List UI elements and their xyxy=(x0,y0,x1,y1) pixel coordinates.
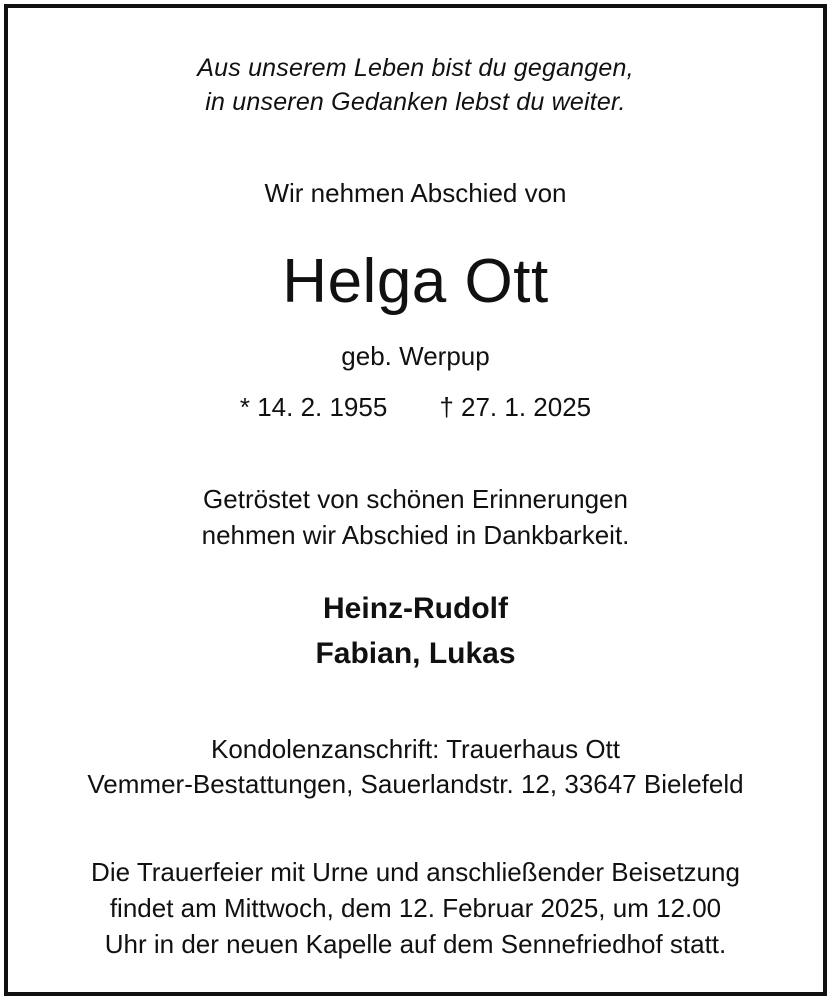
maiden-name: geb. Werpup xyxy=(341,341,490,371)
motto-line-2: in unseren Gedanken lebst du weiter. xyxy=(205,88,626,116)
ceremony-line-1: Die Trauerfeier mit Urne und anschließender Beisetzung xyxy=(91,857,740,887)
ceremony-line-2: findet am Mittwoch, dem 12. Februar 2025, um 12.00 xyxy=(109,893,722,923)
birth-date: * 14. 2. 1955 xyxy=(239,392,388,422)
death-date: † 27. 1. 2025 xyxy=(439,392,592,422)
condolence-line-1: Kondolenzanschrift: Trauerhaus Ott xyxy=(210,734,620,764)
comfort-line-2: nehmen wir Abschied in Dankbarkeit. xyxy=(201,520,630,550)
comfort-line-1: Getröstet von schönen Erinnerungen xyxy=(203,484,628,514)
mourners-line-1: Heinz-Rudolf xyxy=(323,592,508,625)
mourners-line-2: Fabian, Lukas xyxy=(315,637,516,670)
intro-text: Wir nehmen Abschied von xyxy=(264,178,567,208)
ceremony-line-3: Uhr in der neuen Kapelle auf dem Sennefriedhof statt. xyxy=(104,929,727,959)
deceased-name: Helga Ott xyxy=(282,247,549,316)
life-dates xyxy=(0,392,831,423)
motto-line-1: Aus unserem Leben bist du gegangen, xyxy=(197,54,634,82)
condolence-line-2: Vemmer-Bestattungen, Sauerlandstr. 12, 33647 Bielefeld xyxy=(87,769,744,799)
